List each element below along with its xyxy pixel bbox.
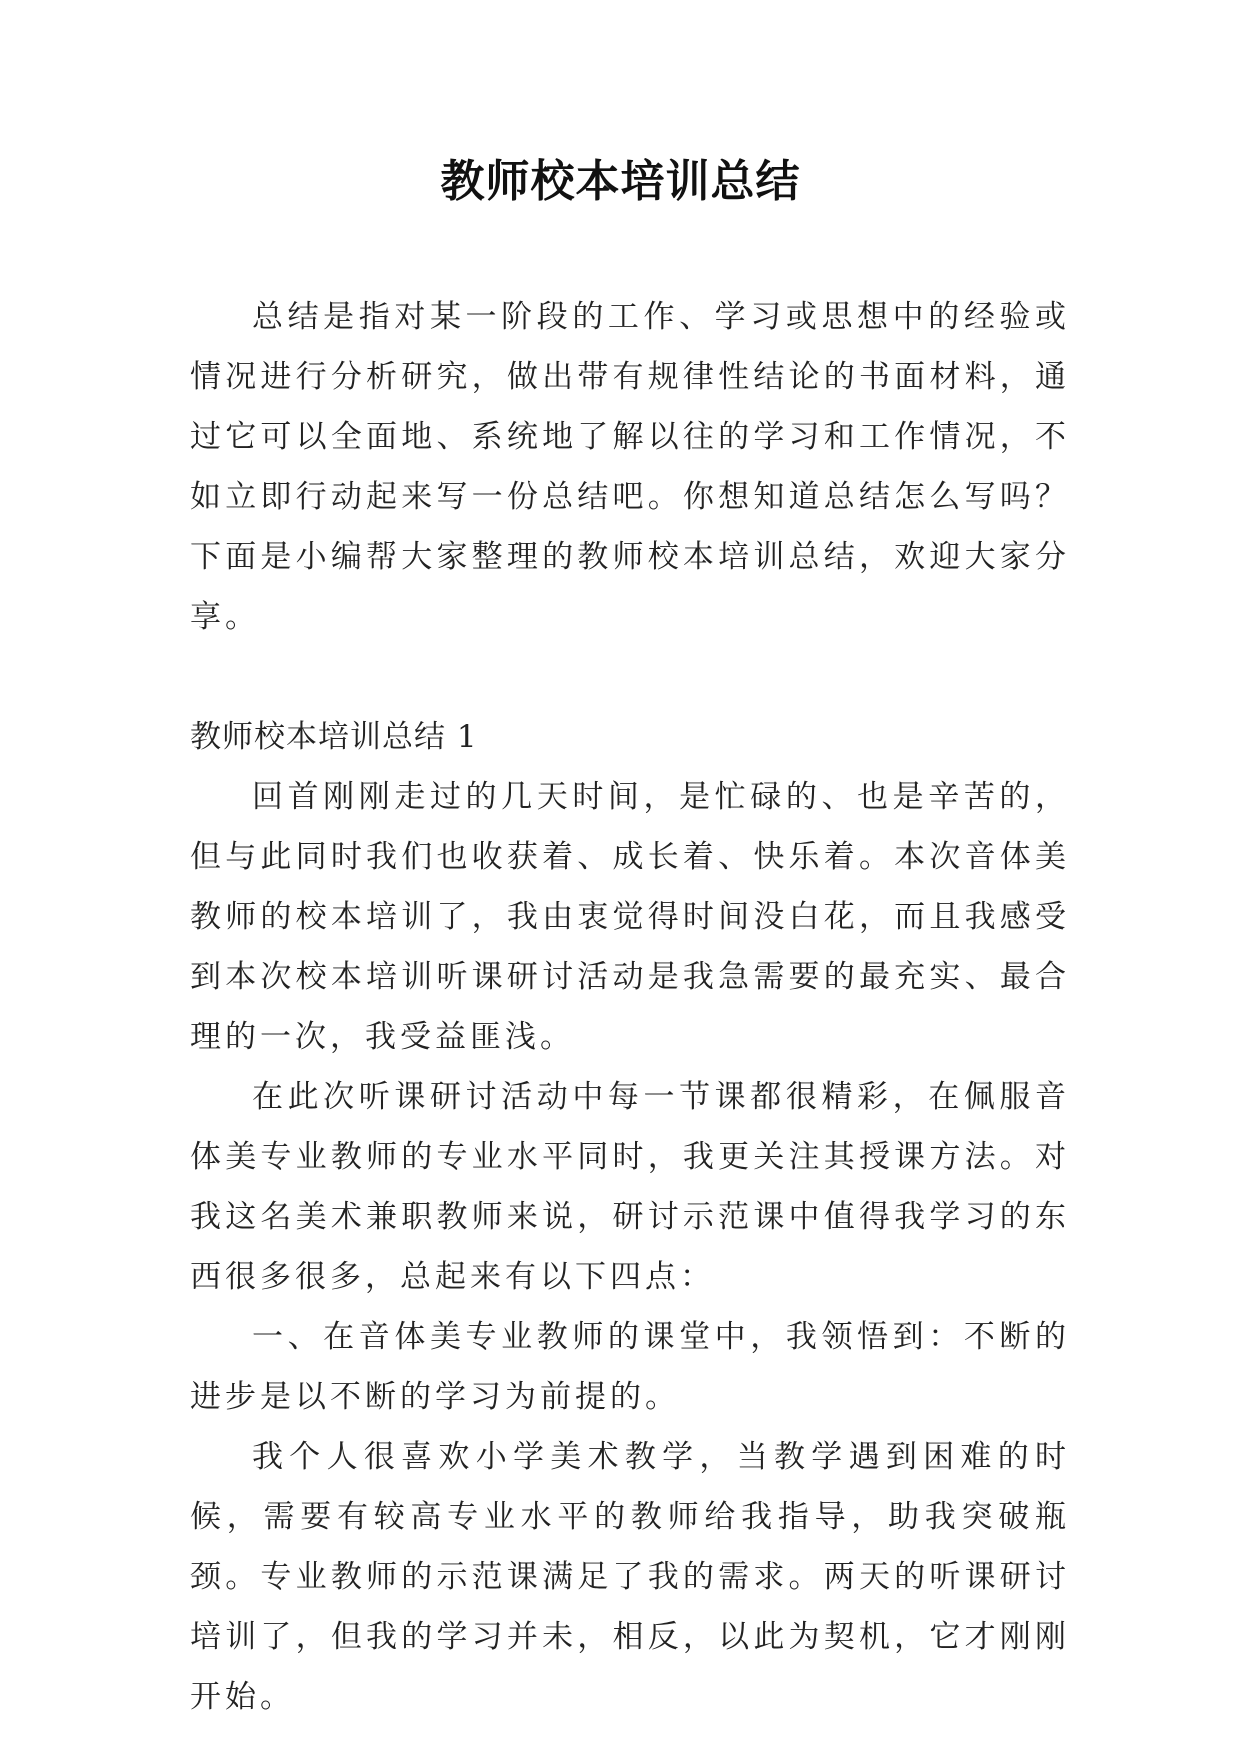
body-paragraph: 在此次听课研讨活动中每一节课都很精彩，在佩服音体美专业教师的专业水平同时，我更关注其授课方法。对我这名美术兼职教师来说，研讨示范课中值得我学习的东西很多很多，总起来有以下四点：: [190, 1079, 1070, 1295]
document-body: [190, 287, 1070, 1727]
body-paragraph: 我个人很喜欢小学美术教学，当教学遇到困难的时候，需要有较高专业水平的教师给我指导，助我突破瓶颈。专业教师的示范课满足了我的需求。两天的听课研讨培训了，但我的学习并未，相反，以此为契机，它才刚刚开始。: [190, 1439, 1070, 1715]
intro-paragraph: 总结是指对某一阶段的工作、学习或思想中的经验或情况进行分析研究，做出带有规律性结论的书面材料，通过它可以全面地、系统地了解以往的学习和工作情况，不如立即行动起来写一份总结吧。你想知道总结怎么写吗？下面是小编帮大家整理的教师校本培训总结，欢迎大家分享。: [190, 299, 1070, 635]
body-paragraph: 回首刚刚走过的几天时间，是忙碌的、也是辛苦的，但与此同时我们也收获着、成长着、快乐着。本次音体美教师的校本培训了，我由衷觉得时间没白花，而且我感受到本次校本培训听课研讨活动是我急需要的最充实、最合理的一次，我受益匪浅。: [190, 779, 1070, 1055]
document-title: 教师校本培训总结: [440, 156, 801, 207]
section-heading: 教师校本培训总结 1: [190, 719, 478, 755]
body-paragraph: 一、在音体美专业教师的课堂中，我领悟到：不断的进步是以不断的学习为前提的。: [190, 1319, 1070, 1415]
